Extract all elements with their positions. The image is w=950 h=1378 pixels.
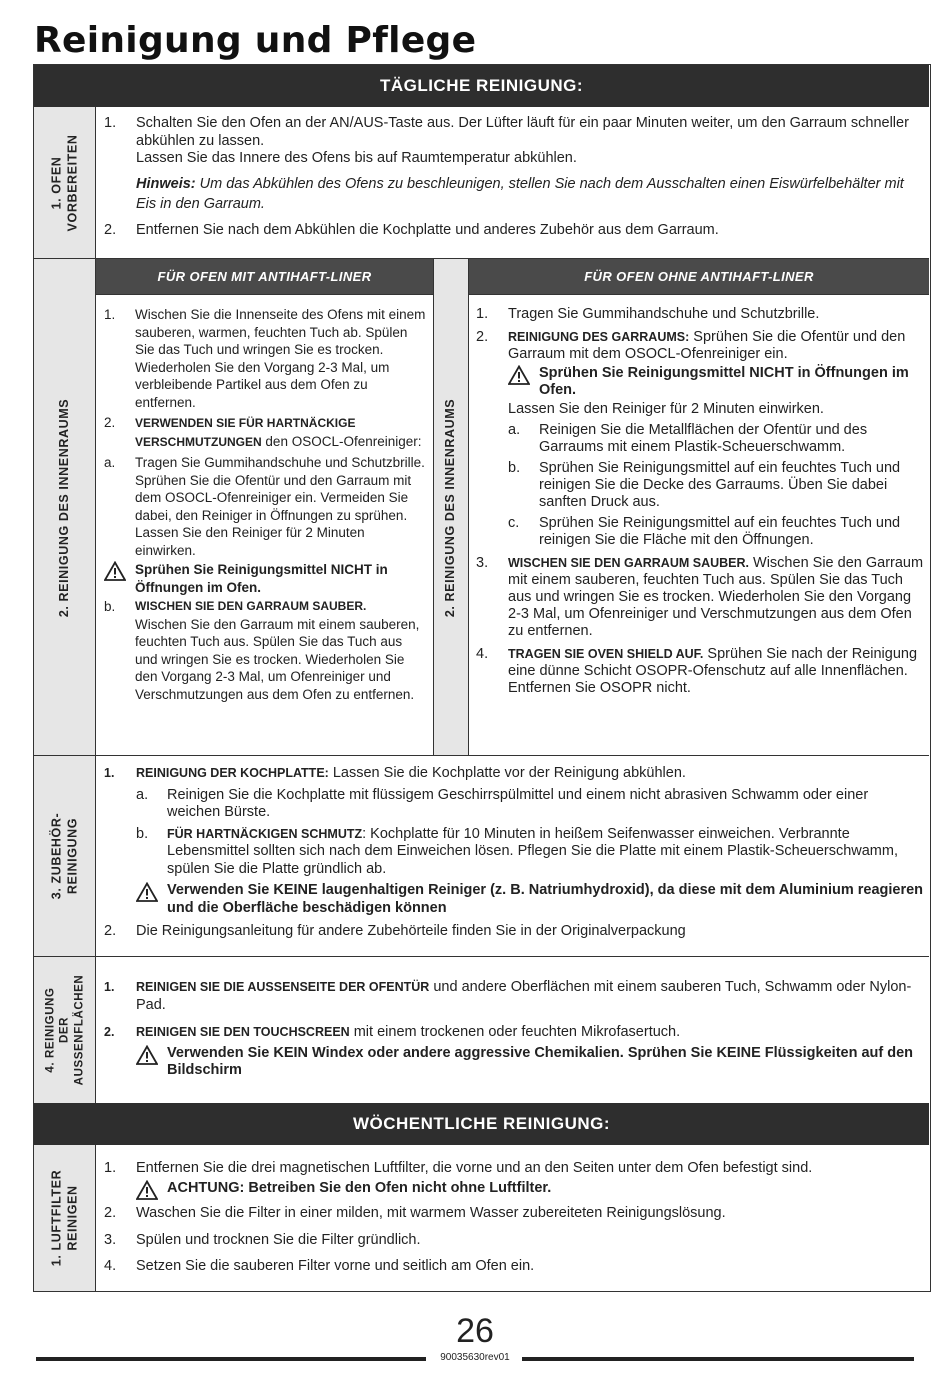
section-2-label-cell bbox=[34, 259, 96, 756]
sub-item: a. Reinigen Sie die Kochplatte mit flüssigem Geschirrspülmittel und einem nicht abrasiven Schwamm oder einer weichen Bürste. bbox=[136, 786, 869, 820]
without-liner-instructions: 1. Tragen Sie Gummihandschuhe und Schutzbrille. 2. REINIGUNG DES GARRAUMS: Sprühen Sie die Ofentür und den Garraum mit dem OSOCL-Ofenreiniger ein. Sprühen Sie Reinigungsmittel NICHT in Öffnungen im Ofen. Lassen Sie den Reiniger für 2 Minuten einwirken. a. Reinigen Sie die Metallflächen der Ofentür und des Garraums mit einem Plastik-Scheuerschwamm. b. Sprühen Sie Reinigungsmittel auf ein feuchtes Tuch und reinigen Sie die Decke des Garraums. Üben Sie dabei sanften Druck aus. c. Sprühen Sie Reinigungsmittel auf ein feuchtes Tuch und reinigen Sie die Fläche mit den Öffnungen. 3. WISCHEN SIE DEN GARRAUM SAUBER. Wischen Sie den Garraum mit einem sauberen, feuchten Tuch aus. Spülen Sie das Tuch aus und wringen Sie es trocken. Wiederholen Sie den Vorgang 2-3 Mal, um Ofenreiniger und Verschmutzungen aus dem Ofen zu entfernen. 4. TRAGEN SIE OVEN SHIELD AUF. Sprühen Sie nach der Reinigung eine dünne Schicht OSOPR-Ofenschutz auf alle Innenflächen. Entfernen Sie OSOPR nicht. bbox=[476, 306, 924, 696]
warning: Sprühen Sie Reinigungsmittel NICHT in Öffnungen im Ofen. bbox=[508, 365, 924, 399]
warning-icon bbox=[136, 1180, 158, 1200]
list-item: 2. REINIGEN SIE DEN TOUCHSCREEN mit einem trockenen oder feuchten Mikrofasertuch. bbox=[104, 1024, 681, 1040]
warning-icon bbox=[508, 365, 530, 385]
cleaning-table bbox=[33, 64, 931, 1292]
weekly-section-1-content bbox=[104, 1160, 924, 1282]
warning: Verwenden Sie KEINE laugenhaltigen Reiniger (z. B. Natriumhydroxid), da diese mit dem Aluminium reagieren und die Oberfläche beschädigen können bbox=[136, 882, 924, 917]
section-4-label: 4. REINIGUNG DER AUSSENFLÄCHEN bbox=[43, 974, 85, 1086]
divider bbox=[34, 956, 929, 957]
list-item: 4. TRAGEN SIE OVEN SHIELD AUF. Sprühen Sie nach der Reinigung eine dünne Schicht OSOPR-Ofenschutz auf alle Innenflächen. Entfernen Sie OSOPR nicht. bbox=[476, 646, 918, 696]
list-item: 1. Entfernen Sie die drei magnetischen Luftfilter, die vorne und an den Seiten unter dem Ofen befestigt sind. bbox=[104, 1160, 813, 1176]
list-item: 1. Wischen Sie die Innenseite des Ofens mit einem sauberen, warmen, feuchten Tuch ab. Spülen Sie das Tuch und wringen Sie es trocken. Wiederholen Sie den Vorgang 2-3 Mal, um verbleibende Partikel aus dem Ofen zu entfernen. bbox=[104, 307, 426, 410]
warning-icon bbox=[136, 1045, 158, 1065]
section-2-label: 2. REINIGUNG DES INNENRAUMS bbox=[56, 398, 71, 617]
section-2-middle-label-cell bbox=[433, 259, 469, 756]
page-title: Reinigung und Pflege bbox=[34, 20, 477, 61]
list-item: 1. Tragen Sie Gummihandschuhe und Schutzbrille. bbox=[476, 306, 820, 322]
list-item: 2. Entfernen Sie nach dem Abkühlen die Kochplatte und anderes Zubehör aus dem Garraum. bbox=[104, 221, 719, 238]
weekly-section-1-label: 1. LUFTFILTER REINIGEN bbox=[48, 1169, 79, 1267]
sub-item: a. Tragen Sie Gummihandschuhe und Schutzbrille. Sprühen Sie die Ofentür und den Garraum mit dem OSOCL-Ofenreiniger ein. Vermeiden Sie dabei, den Reiniger in Öffnungen zu sprühen. Lassen Sie den Reiniger für 2 Minuten einwirken. bbox=[104, 455, 425, 558]
sub-item: b. FÜR HARTNÄCKIGEN SCHMUTZ: Kochplatte für 10 Minuten in heißem Seifenwasser einweichen. Verbrannte Lebensmittel sollten sich nach dem Einweichen lösen. Pflegen Sie die Platte mit einem Plastik-Scheuerschwamm, spülen Sie die Platte gründlich ab. bbox=[136, 825, 898, 877]
section-4-label-cell bbox=[34, 957, 96, 1103]
section-3-label: 3. ZUBEHÖR- REINIGUNG bbox=[48, 812, 79, 900]
list-item: 2. Waschen Sie die Filter in einer milden, mit warmem Wasser zubereiteten Reinigungslösung. bbox=[104, 1205, 726, 1221]
sub-item: c. Sprühen Sie Reinigungsmittel auf ein feuchtes Tuch und reinigen Sie die Fläche mit den Öffnungen. bbox=[508, 515, 901, 548]
column-header-without-liner: FÜR OFEN OHNE ANTIHAFT-LINER bbox=[469, 259, 929, 295]
warning: Sprühen Sie Reinigungsmittel NICHT in Öffnungen im Ofen. bbox=[104, 561, 426, 596]
column-header-with-liner: FÜR OFEN MIT ANTIHAFT-LINER bbox=[96, 259, 433, 295]
list-item: 2. VERWENDEN SIE FÜR HARTNÄCKIGE VERSCHMUTZUNGEN den OSOCL-Ofenreiniger: bbox=[104, 415, 422, 449]
sub-item: b. WISCHEN SIE DEN GARRAUM SAUBER. Wischen Sie den Garraum mit einem sauberen, feuchten Tuch aus. Spülen Sie das Tuch aus und wringen Sie es trocken. Wiederholen Sie den Vorgang 2-3 Mal, um Ofenreiniger und Verschmutzungen aus dem Ofen zu entfernen. bbox=[104, 599, 420, 702]
weekly-section-1-label-cell bbox=[34, 1145, 96, 1291]
section-3-content bbox=[104, 765, 924, 947]
sub-item: b. Sprühen Sie Reinigungsmittel auf ein feuchtes Tuch und reinigen Sie die Decke des Garraums. Üben Sie dabei sanften Druck aus. bbox=[508, 460, 901, 510]
list-item: 1. REINIGEN SIE DIE AUSSENSEITE DER OFENTÜR und andere Oberflächen mit einem sauberen Tuch, Schwamm oder Nylon-Pad. bbox=[104, 979, 912, 1013]
divider bbox=[469, 294, 929, 295]
warning-icon bbox=[104, 561, 126, 581]
list-item: 4. Setzen Sie die sauberen Filter vorne und seitlich am Ofen ein. bbox=[104, 1258, 535, 1274]
note: Hinweis: Um das Abkühlen des Ofens zu beschleunigen, stellen Sie nach dem Ausschalten einen Eiswürfelbehälter mit Eis in den Garraum. bbox=[136, 175, 904, 212]
section-1-content bbox=[104, 115, 924, 245]
document-code: 90035630rev01 bbox=[0, 1352, 950, 1363]
weekly-cleaning-header: WÖCHENTLICHE REINIGUNG: bbox=[34, 1103, 929, 1145]
list-item: 2. Die Reinigungsanleitung für andere Zubehörteile finden Sie in der Originalverpackung bbox=[104, 923, 686, 939]
page-number: 26 bbox=[456, 1312, 494, 1350]
list-item: 2. REINIGUNG DES GARRAUMS: Sprühen Sie die Ofentür und den Garraum mit dem OSOCL-Ofenreiniger ein. bbox=[476, 329, 906, 362]
list-item: 3. WISCHEN SIE DEN GARRAUM SAUBER. Wischen Sie den Garraum mit einem sauberen, feuchten Tuch aus. Spülen Sie das Tuch aus und wringen Sie es trocken. Wiederholen Sie den Vorgang 2-3 Mal, um Ofenreiniger und Verschmutzungen aus dem Ofen zu entfernen. bbox=[476, 555, 924, 639]
list-item: 1. Schalten Sie den Ofen an der AN/AUS-Taste aus. Der Lüfter läuft für ein paar Minuten weiter, um den Garraum schneller abkühlen zu lassen. Lassen Sie das Innere des Ofens bis auf Raumtemperatur abkühlen. Hinweis: Um das Abkühlen des Ofens zu beschleunigen, stellen Sie nach dem Ausschalten einen Eiswürfelbehälter mit Eis in den Garraum. bbox=[104, 115, 924, 214]
with-liner-instructions bbox=[104, 306, 426, 705]
warning: ACHTUNG: Betreiben Sie den Ofen nicht ohne Luftfilter. bbox=[136, 1180, 924, 1198]
section-1-label-cell bbox=[34, 107, 96, 259]
daily-cleaning-header: TÄGLICHE REINIGUNG: bbox=[34, 65, 929, 107]
section-1-label: 1. OFEN VORBEREITEN bbox=[48, 134, 79, 232]
warning-icon bbox=[136, 882, 158, 902]
section-2-middle-label: 2. REINIGUNG DES INNENRAUMS bbox=[443, 398, 458, 617]
list-item: 3. Spülen und trocknen Sie die Filter gründlich. bbox=[104, 1231, 421, 1248]
divider bbox=[96, 294, 433, 295]
section-4-content bbox=[104, 979, 924, 1082]
warning: Verwenden Sie KEIN Windex oder andere aggressive Chemikalien. Sprühen Sie KEINE Flüssigkeiten auf den Bildschirm bbox=[136, 1045, 924, 1080]
divider bbox=[34, 755, 929, 756]
section-3-label-cell bbox=[34, 756, 96, 956]
sub-item: a. Reinigen Sie die Metallflächen der Ofentür und des Garraums mit einem Plastik-Scheuerschwamm. bbox=[508, 422, 868, 455]
list-item: 1. REINIGUNG DER KOCHPLATTE: Lassen Sie die Kochplatte vor der Reinigung abkühlen. bbox=[104, 765, 686, 781]
